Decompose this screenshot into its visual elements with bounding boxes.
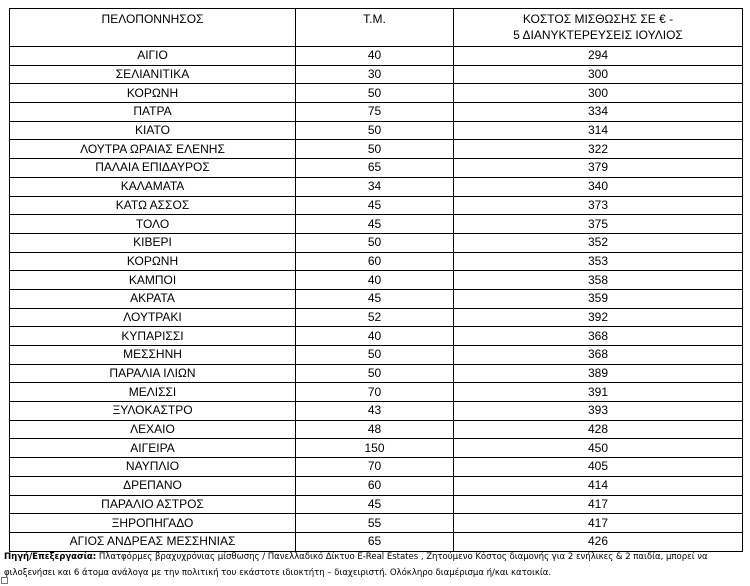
table-row [10, 346, 743, 365]
table-header [10, 9, 743, 47]
cell-place: ΚΑΤΩ ΑΣΣΟΣ [10, 196, 296, 215]
cell-cost: 373 [454, 196, 743, 215]
cell-place: ΠΑΡΑΛΙΑ ΙΛΙΩΝ [10, 364, 296, 383]
cell-sqm: 50 [296, 121, 454, 140]
cell-place: ΛΕΧΑΙΟ [10, 420, 296, 439]
table-row [10, 84, 743, 103]
cell-sqm: 43 [296, 402, 454, 421]
table-row [10, 364, 743, 383]
cell-place: ΑΚΡΑΤΑ [10, 289, 296, 308]
cell-cost: 428 [454, 420, 743, 439]
cell-sqm: 50 [296, 140, 454, 159]
table-row [10, 327, 743, 346]
cell-sqm: 48 [296, 420, 454, 439]
source-label: Πηγή/Επεξεργασία: [4, 552, 97, 562]
cell-sqm: 65 [296, 159, 454, 178]
table-row [10, 233, 743, 252]
cell-place: ΛΟΥΤΡΑ ΩΡΑΙΑΣ ΕΛΕΝΗΣ [10, 140, 296, 159]
cell-cost: 375 [454, 215, 743, 234]
cell-cost: 358 [454, 271, 743, 290]
header-cost-line2: 5 ΔΙΑΝΥΚΤΕΡΕΥΣΕΙΣ ΙΟΥΛΙΟΣ [513, 28, 683, 42]
cell-sqm: 70 [296, 383, 454, 402]
rental-cost-table [9, 8, 743, 552]
table-row [10, 121, 743, 140]
cell-cost: 393 [454, 402, 743, 421]
cell-sqm: 45 [296, 289, 454, 308]
source-note [4, 549, 748, 581]
cell-sqm: 40 [296, 47, 454, 66]
cell-cost: 379 [454, 159, 743, 178]
cell-sqm: 50 [296, 364, 454, 383]
cell-sqm: 45 [296, 196, 454, 215]
table-row [10, 271, 743, 290]
header-row [10, 9, 743, 47]
cell-place: ΑΓΙΟΣ ΑΝΔΡΕΑΣ ΜΕΣΣΗΝΙΑΣ [10, 532, 296, 551]
cell-cost: 294 [454, 47, 743, 66]
table-row [10, 47, 743, 66]
cell-sqm: 34 [296, 177, 454, 196]
cell-cost: 368 [454, 327, 743, 346]
header-cost-line1: ΚΟΣΤΟΣ ΜΙΣΘΩΣΗΣ ΣΕ € - [522, 12, 674, 26]
cell-cost: 426 [454, 532, 743, 551]
table-anchor-icon [1, 577, 8, 584]
header-area: Τ.Μ. [296, 9, 454, 47]
table-row [10, 383, 743, 402]
cell-cost: 340 [454, 177, 743, 196]
cell-place: ΑΙΓΕΙΡΑ [10, 439, 296, 458]
cell-sqm: 30 [296, 65, 454, 84]
cell-cost: 359 [454, 289, 743, 308]
cell-place: ΚΑΛΑΜΑΤΑ [10, 177, 296, 196]
cell-place: ΜΕΛΙΣΣΙ [10, 383, 296, 402]
table-row [10, 402, 743, 421]
cell-place: ΞΥΛΟΚΑΣΤΡΟ [10, 402, 296, 421]
table-row [10, 476, 743, 495]
cell-cost: 417 [454, 514, 743, 533]
cell-cost: 353 [454, 252, 743, 271]
header-region: ΠΕΛΟΠΟΝΝΗΣΟΣ [10, 9, 296, 47]
table-row [10, 420, 743, 439]
cell-sqm: 60 [296, 252, 454, 271]
table-row [10, 514, 743, 533]
table-row [10, 215, 743, 234]
table-row [10, 252, 743, 271]
cell-place: ΔΡΕΠΑΝΟ [10, 476, 296, 495]
table-body [10, 47, 743, 552]
cell-sqm: 45 [296, 495, 454, 514]
cell-cost: 314 [454, 121, 743, 140]
cell-place: ΚΙΑΤΟ [10, 121, 296, 140]
cell-cost: 334 [454, 103, 743, 122]
cell-sqm: 45 [296, 215, 454, 234]
cell-cost: 300 [454, 84, 743, 103]
cell-cost: 368 [454, 346, 743, 365]
cell-place: ΛΟΥΤΡΑΚΙ [10, 308, 296, 327]
table-row [10, 289, 743, 308]
cell-sqm: 52 [296, 308, 454, 327]
cell-sqm: 40 [296, 327, 454, 346]
table-row [10, 159, 743, 178]
table-row [10, 177, 743, 196]
cell-place: ΜΕΣΣΗΝΗ [10, 346, 296, 365]
table-row [10, 140, 743, 159]
cell-cost: 322 [454, 140, 743, 159]
cell-sqm: 50 [296, 233, 454, 252]
table-row [10, 458, 743, 477]
table-row [10, 439, 743, 458]
cell-place: ΠΑΡΑΛΙΟ ΑΣΤΡΟΣ [10, 495, 296, 514]
table-row [10, 65, 743, 84]
cell-cost: 391 [454, 383, 743, 402]
cell-sqm: 50 [296, 346, 454, 365]
cell-sqm: 50 [296, 84, 454, 103]
cell-cost: 352 [454, 233, 743, 252]
cell-place: ΞΗΡΟΠΗΓΑΔΟ [10, 514, 296, 533]
cell-sqm: 75 [296, 103, 454, 122]
table-row [10, 495, 743, 514]
cell-place: ΣΕΛΙΑΝΙΤΙΚΑ [10, 65, 296, 84]
cell-place: ΚΙΒΕΡΙ [10, 233, 296, 252]
table-row [10, 196, 743, 215]
cell-cost: 450 [454, 439, 743, 458]
cell-place: ΑΙΓΙΟ [10, 47, 296, 66]
cell-cost: 417 [454, 495, 743, 514]
cell-place: ΝΑΥΠΛΙΟ [10, 458, 296, 477]
cell-place: ΚΟΡΩΝΗ [10, 252, 296, 271]
cell-sqm: 150 [296, 439, 454, 458]
cell-cost: 414 [454, 476, 743, 495]
cell-sqm: 65 [296, 532, 454, 551]
cell-cost: 300 [454, 65, 743, 84]
cell-sqm: 40 [296, 271, 454, 290]
cell-place: ΚΑΜΠΟΙ [10, 271, 296, 290]
source-text: Πλατφόρμες βραχυχρόνιας μίσθωσης / Πανελλαδικό Δίκτυο E-Real Estates , Ζητούμενο Κόστος διαμονής για 2 ενήλικες & 2 παιδία, μπορεί να φιλοξενήσει και 6 άτομα ανάλογα με την πολιτική του εκάστοτε ιδιοκτήτη – διαχειριστή. Ολόκληρο διαμέρισμα ή/και κατοικία. [4, 552, 708, 578]
cell-sqm: 60 [296, 476, 454, 495]
table-row [10, 308, 743, 327]
header-cost [454, 9, 743, 47]
cell-place: ΚΟΡΩΝΗ [10, 84, 296, 103]
cell-place: ΤΟΛΟ [10, 215, 296, 234]
cell-sqm: 70 [296, 458, 454, 477]
cell-place: ΚΥΠΑΡΙΣΣΙ [10, 327, 296, 346]
cell-place: ΠΑΛΑΙΑ ΕΠΙΔΑΥΡΟΣ [10, 159, 296, 178]
table-row [10, 103, 743, 122]
cell-sqm: 55 [296, 514, 454, 533]
cell-place: ΠΑΤΡΑ [10, 103, 296, 122]
cell-cost: 389 [454, 364, 743, 383]
cell-cost: 392 [454, 308, 743, 327]
cell-cost: 405 [454, 458, 743, 477]
